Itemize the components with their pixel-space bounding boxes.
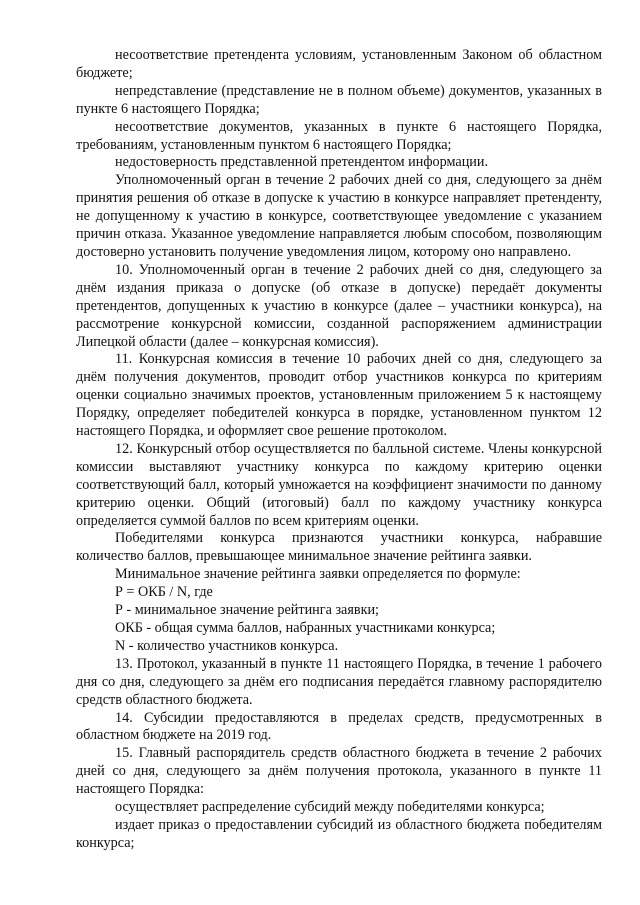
paragraph: издает приказ о предоставлении субсидий из областного бюджета победителям конкурса; <box>76 816 602 851</box>
paragraph: недостоверность представленной претендентом информации. <box>115 154 489 171</box>
formula-definition: ОКБ - общая сумма баллов, набранных участниками конкурса; <box>115 620 496 636</box>
paragraph: 11. Конкурсная комиссия в течение 10 рабочих дней со дня, следующего за днём получения документов, проводит отбор участников конкурса по критериям оценки социально значимых проектов, установленным приложением 5 к настоящему Порядку, определяет победителей конкурса в порядке, установленном пунктом 12 настоящего Порядка, и оформляет свое решение протоколом. <box>76 351 602 440</box>
paragraph: осуществляет распределение субсидий между победителями конкурса; <box>115 799 545 816</box>
paragraph: Уполномоченный орган в течение 2 рабочих дней со дня, следующего за днём принятия решения об отказе в допуске к участию в конкурсе направляет претенденту, не допущенному к участию в конкурсе, соответствующее уведомление с указанием причин отказа. Указанное уведомление направляется любым способом, позволяющим достоверно установить получение уведомления лицом, которому оно направлено. <box>76 172 602 260</box>
paragraph: 15. Главный распорядитель средств областного бюджета в течение 2 рабочих дней со дня, следующего за днём получения протокола, указанного в пункте 11 настоящего Порядка: <box>76 745 602 798</box>
formula-line: Р = ОКБ / N, где <box>115 584 213 601</box>
paragraph: несоответствие претендента условиям, установленным Законом об областном бюджете; <box>76 47 602 81</box>
paragraph: несоответствие документов, указанных в пункте 6 настоящего Порядка, требованиям, установленным пунктом 6 настоящего Порядка; <box>76 118 602 153</box>
paragraph: 12. Конкурсный отбор осуществляется по балльной системе. Члены конкурсной комиссии выставляют участнику конкурса по каждому критерию оценки соответствующий балл, который умножается на коэффициент значимости по данному критерию оценки. Общий (итоговый) балл по каждому участнику конкурса определяется суммой баллов по всем критериям оценки. <box>76 440 602 529</box>
paragraph: 10. Уполномоченный орган в течение 2 рабочих дней со дня, следующего за днём издания приказа о допуске (об отказе в допуске) передаёт документы претендентов, допущенных к участию в конкурсе (далее – участники конкурса), на рассмотрение конкурсной комиссии, созданной распоряжением администрации Липецкой области (далее – конкурсная комиссия). <box>76 261 602 350</box>
paragraph: 14. Субсидии предоставляются в пределах средств, предусмотренных в областном бюджете на 2019 год. <box>76 709 602 744</box>
paragraph: 13. Протокол, указанный в пункте 11 настоящего Порядка, в течение 1 рабочего дня со дня, следующего за днём его подписания передаётся главному распорядителю средств областного бюджета. <box>76 655 602 708</box>
paragraph: Минимальное значение рейтинга заявки определяется по формуле: <box>115 566 521 583</box>
paragraph: непредставление (представление не в полном объеме) документов, указанных в пункте 6 настоящего Порядка; <box>76 82 602 117</box>
document-page <box>76 47 602 853</box>
paragraph: Победителями конкурса признаются участники конкурса, набравшие количество баллов, превышающее минимальное значение рейтинга заявки. <box>76 530 602 565</box>
formula-definition: Р - минимальное значение рейтинга заявки; <box>115 602 379 619</box>
formula-definition: N - количество участников конкурса. <box>115 637 339 654</box>
